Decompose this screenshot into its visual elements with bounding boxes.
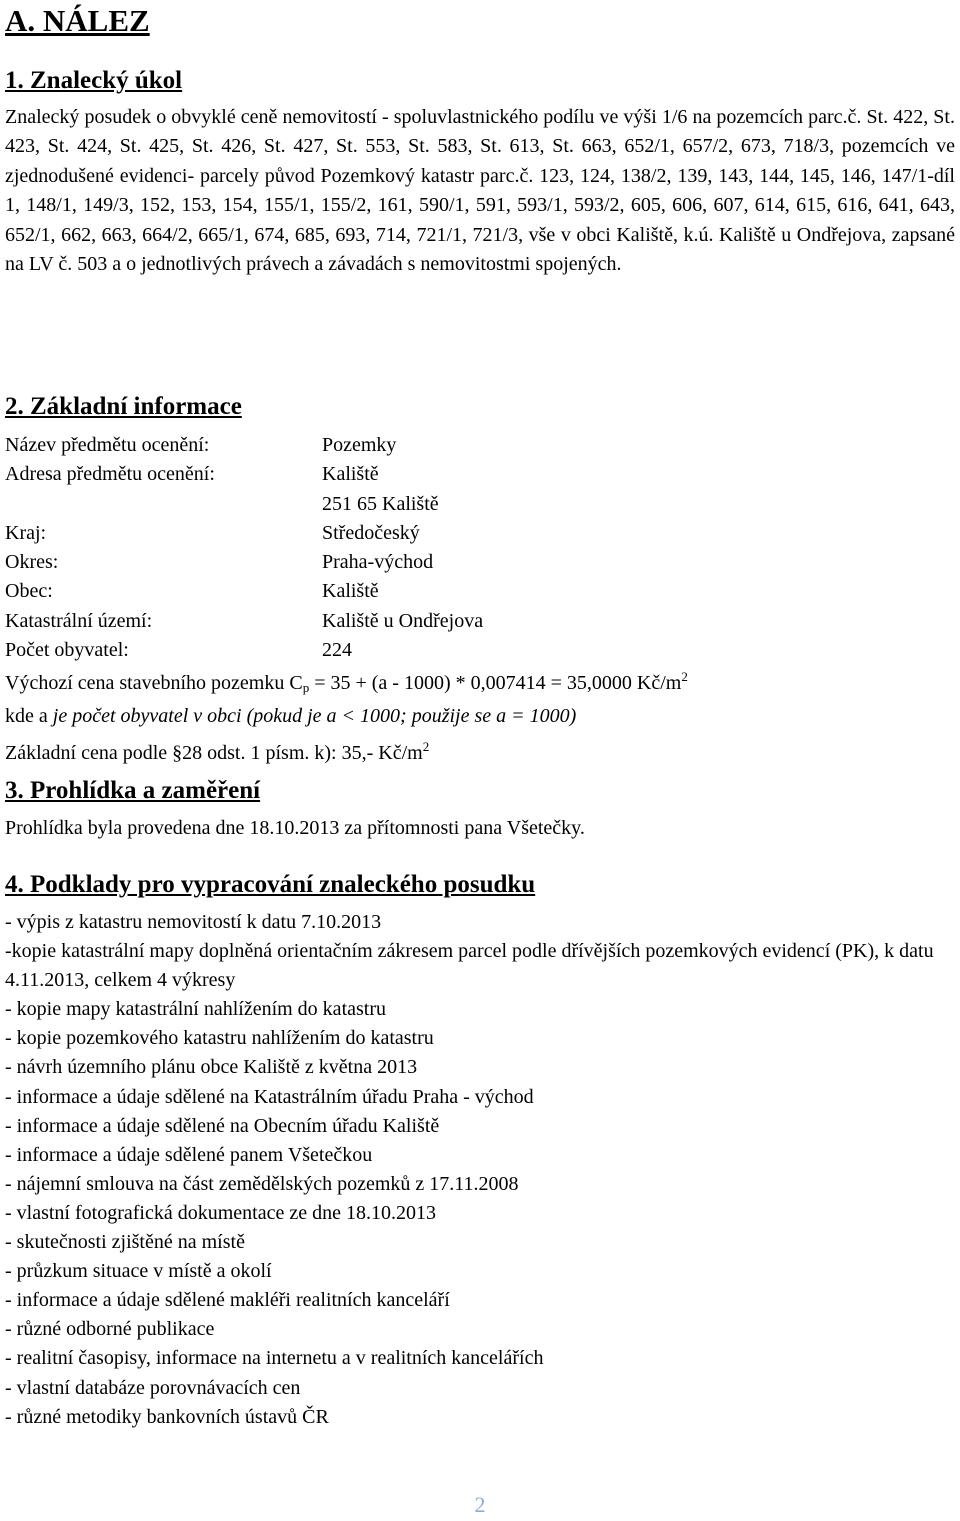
info-value: Středočeský: [322, 521, 420, 544]
section-3-heading: 3. Prohlídka a zaměření: [5, 777, 261, 804]
note-italic: je počet obyvatel v obci (pokud je a < 1000; použije se a = 1000): [52, 705, 577, 728]
info-label: Okres:: [5, 551, 59, 574]
info-label: Obec:: [5, 580, 53, 603]
base-price-superscript: 2: [422, 738, 430, 754]
section-3-text: Prohlídka byla provedena dne 18.10.2013 za přítomnosti pana Všetečky.: [5, 817, 585, 839]
info-label: Adresa předmětu ocenění:: [5, 463, 215, 486]
info-value: Pozemky: [322, 434, 397, 456]
list-item: - různé metodiky bankovních ústavů ČR: [5, 1405, 329, 1428]
formula-note: [5, 702, 955, 731]
list-item: - průzkum situace v místě a okolí: [5, 1260, 272, 1283]
info-value: 251 65 Kaliště: [322, 492, 439, 515]
formula-rest: = 35 + (a - 1000) * 0,007414 = 35,0000 Kč/m: [309, 672, 682, 694]
formula-superscript: 2: [681, 669, 688, 684]
info-row: [5, 577, 955, 606]
formula-prefix: Výchozí cena stavebního pozemku C: [5, 672, 303, 694]
section-1-heading: 1. Znalecký úkol: [5, 67, 183, 94]
info-value: 224: [322, 639, 352, 662]
sources-list: [5, 908, 955, 1432]
section-1-text: Znalecký posudek o obvyklé ceně nemovitostí - spoluvlastnického podílu ve výši 1/6 na pozemcích parc.č. St. 422, St. 423, St. 424, St. 425, St. 426, St. 427, St. 553, St. 583, St. 613, St. 663, 652/1, 657/2, 673, 718/3, pozemcích ve zjednodušené evidenci- parcely původ Pozemkový katastr parc.č. 123, 124, 138/2, 139, 143, 144, 145, 146, 147/1-díl 1, 148/1, 149/3, 152, 153, 154, 155/1, 155/2, 161, 590/1, 591, 593/1, 593/2, 605, 606, 607, 614, 615, 616, 641, 643, 652/1, 662, 663, 664/2, 665/1, 674, 685, 693, 714, 721/1, 721/3, vše v obci Kaliště, k.ú. Kaliště u Ondřejova, zapsané na LV č. 503 a o jednotlivých právech a závadách s nemovitostmi spojených.: [5, 106, 955, 276]
list-item: - skutečnosti zjištěné na místě: [5, 1231, 245, 1254]
price-formula-block: [5, 662, 955, 768]
info-row: [5, 431, 955, 460]
info-value: Kaliště: [322, 463, 379, 486]
info-label: Kraj:: [5, 521, 47, 544]
info-value: Kaliště: [322, 580, 379, 603]
note-plain: kde a: [5, 705, 53, 728]
list-item: - informace a údaje sdělené na Obecním úřadu Kaliště: [5, 1114, 440, 1137]
basic-info-table: [5, 431, 955, 665]
info-row: [5, 460, 955, 489]
info-row: [5, 607, 955, 636]
info-row: [5, 519, 955, 548]
info-row: [5, 548, 955, 577]
list-item: - informace a údaje sdělené na Katastrálním úřadu Praha - východ: [5, 1085, 534, 1108]
list-item: - vlastní fotografická dokumentace ze dne 18.10.2013: [5, 1201, 436, 1224]
info-label: Počet obyvatel:: [5, 639, 129, 662]
info-label: Název předmětu ocenění:: [5, 434, 210, 456]
list-item: - vlastní databáze porovnávacích cen: [5, 1376, 301, 1399]
list-item: - informace a údaje sdělené makléři realitních kanceláří: [5, 1289, 450, 1312]
info-label: Katastrální území:: [5, 609, 153, 632]
base-price-text: Základní cena podle §28 odst. 1 písm. k): 35,- Kč/m: [5, 741, 423, 764]
list-item: - různé odborné publikace: [5, 1318, 215, 1341]
info-row: [5, 636, 955, 665]
list-item: - informace a údaje sdělené panem Všetečkou: [5, 1143, 373, 1166]
list-item: - kopie mapy katastrální nahlížením do katastru: [5, 998, 386, 1021]
info-value: Praha-východ: [322, 551, 434, 574]
info-row: [5, 490, 955, 519]
formula-subscript: p: [302, 680, 310, 695]
info-value: Kaliště u Ondřejova: [322, 609, 484, 632]
section-4-heading: 4. Podklady pro vypracování znaleckého posudku: [5, 871, 536, 898]
base-price: [5, 732, 955, 768]
page-number: 2: [474, 1492, 486, 1517]
list-item: - kopie pozemkového katastru nahlížením do katastru: [5, 1027, 434, 1050]
list-item: - návrh územního plánu obce Kaliště z května 2013: [5, 1056, 418, 1079]
starting-price-formula: [5, 662, 955, 702]
list-item: - realitní časopisy, informace na internetu a v realitních kancelářích: [5, 1347, 544, 1370]
list-item: - výpis z katastru nemovitostí k datu 7.10.2013: [5, 911, 382, 933]
main-title: A. NÁLEZ: [5, 3, 150, 38]
list-item: -kopie katastrální mapy doplněná orientačním zákresem parcel podle dřívějších pozemkových evidencí (PK), k datu 4.11.2013, celkem 4 výkresy: [5, 940, 934, 992]
list-item: - nájemní smlouva na část zemědělských pozemků z 17.11.2008: [5, 1172, 519, 1195]
section-2-heading: 2. Základní informace: [5, 393, 242, 420]
info-label: [5, 490, 322, 519]
